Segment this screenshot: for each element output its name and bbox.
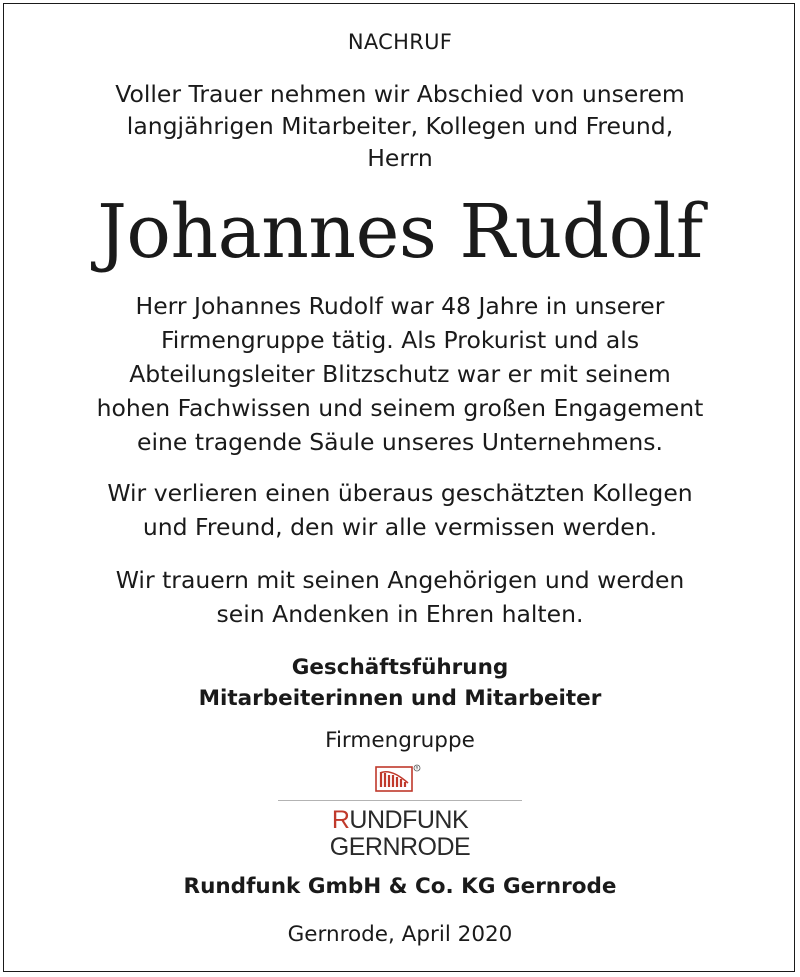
paragraph-line: Firmengruppe tätig. Als Prokurist und als (160, 326, 640, 354)
paragraph-career (0, 289, 800, 459)
paragraph-line: Wir verlieren einen überaus geschätzten Kollegen (107, 479, 693, 507)
logo-divider (278, 800, 522, 801)
svg-text:R: R (415, 765, 419, 771)
paragraph-mourning (0, 563, 800, 631)
paragraph-line: Wir trauern mit seinen Angehörigen und werden (115, 566, 685, 594)
signatory: Mitarbeiterinnen und Mitarbeiter (198, 686, 602, 711)
paragraph-line: Abteilungsleiter Blitzschutz war er mit seinem (129, 360, 671, 388)
paragraph-line: eine tragende Säule unseres Unternehmens. (137, 428, 663, 456)
logo-wordmark-line2: GERNRODE (329, 833, 471, 861)
paragraph-line: Herr Johannes Rudolf war 48 Jahre in unserer (135, 292, 665, 320)
signatory: Geschäftsführung (291, 655, 509, 680)
paragraph-line: und Freund, den wir alle vermissen werden. (142, 513, 658, 541)
place-date: Gernrode, April 2020 (287, 922, 513, 947)
company-name: Rundfunk GmbH & Co. KG Gernrode (183, 874, 617, 899)
intro-line: Herrn (367, 144, 433, 172)
paragraph-line: sein Andenken in Ehren halten. (216, 600, 584, 628)
intro-text (0, 78, 800, 174)
signatories (0, 652, 800, 714)
paragraph-line: hohen Fachwissen und seinem großen Engagement (96, 394, 704, 422)
deceased-name: Johannes Rudolf (97, 189, 703, 275)
logo-wordmark-line1: RUNDFUNK (331, 806, 469, 834)
notice-heading: NACHRUF (347, 30, 453, 54)
intro-line: langjährigen Mitarbeiter, Kollegen und Freund, (126, 112, 674, 140)
rundfunk-logo-mark-icon (375, 763, 421, 793)
intro-line: Voller Trauer nehmen wir Abschied von unserem (115, 80, 685, 108)
group-label: Firmengruppe (325, 728, 475, 753)
paragraph-loss (0, 476, 800, 544)
